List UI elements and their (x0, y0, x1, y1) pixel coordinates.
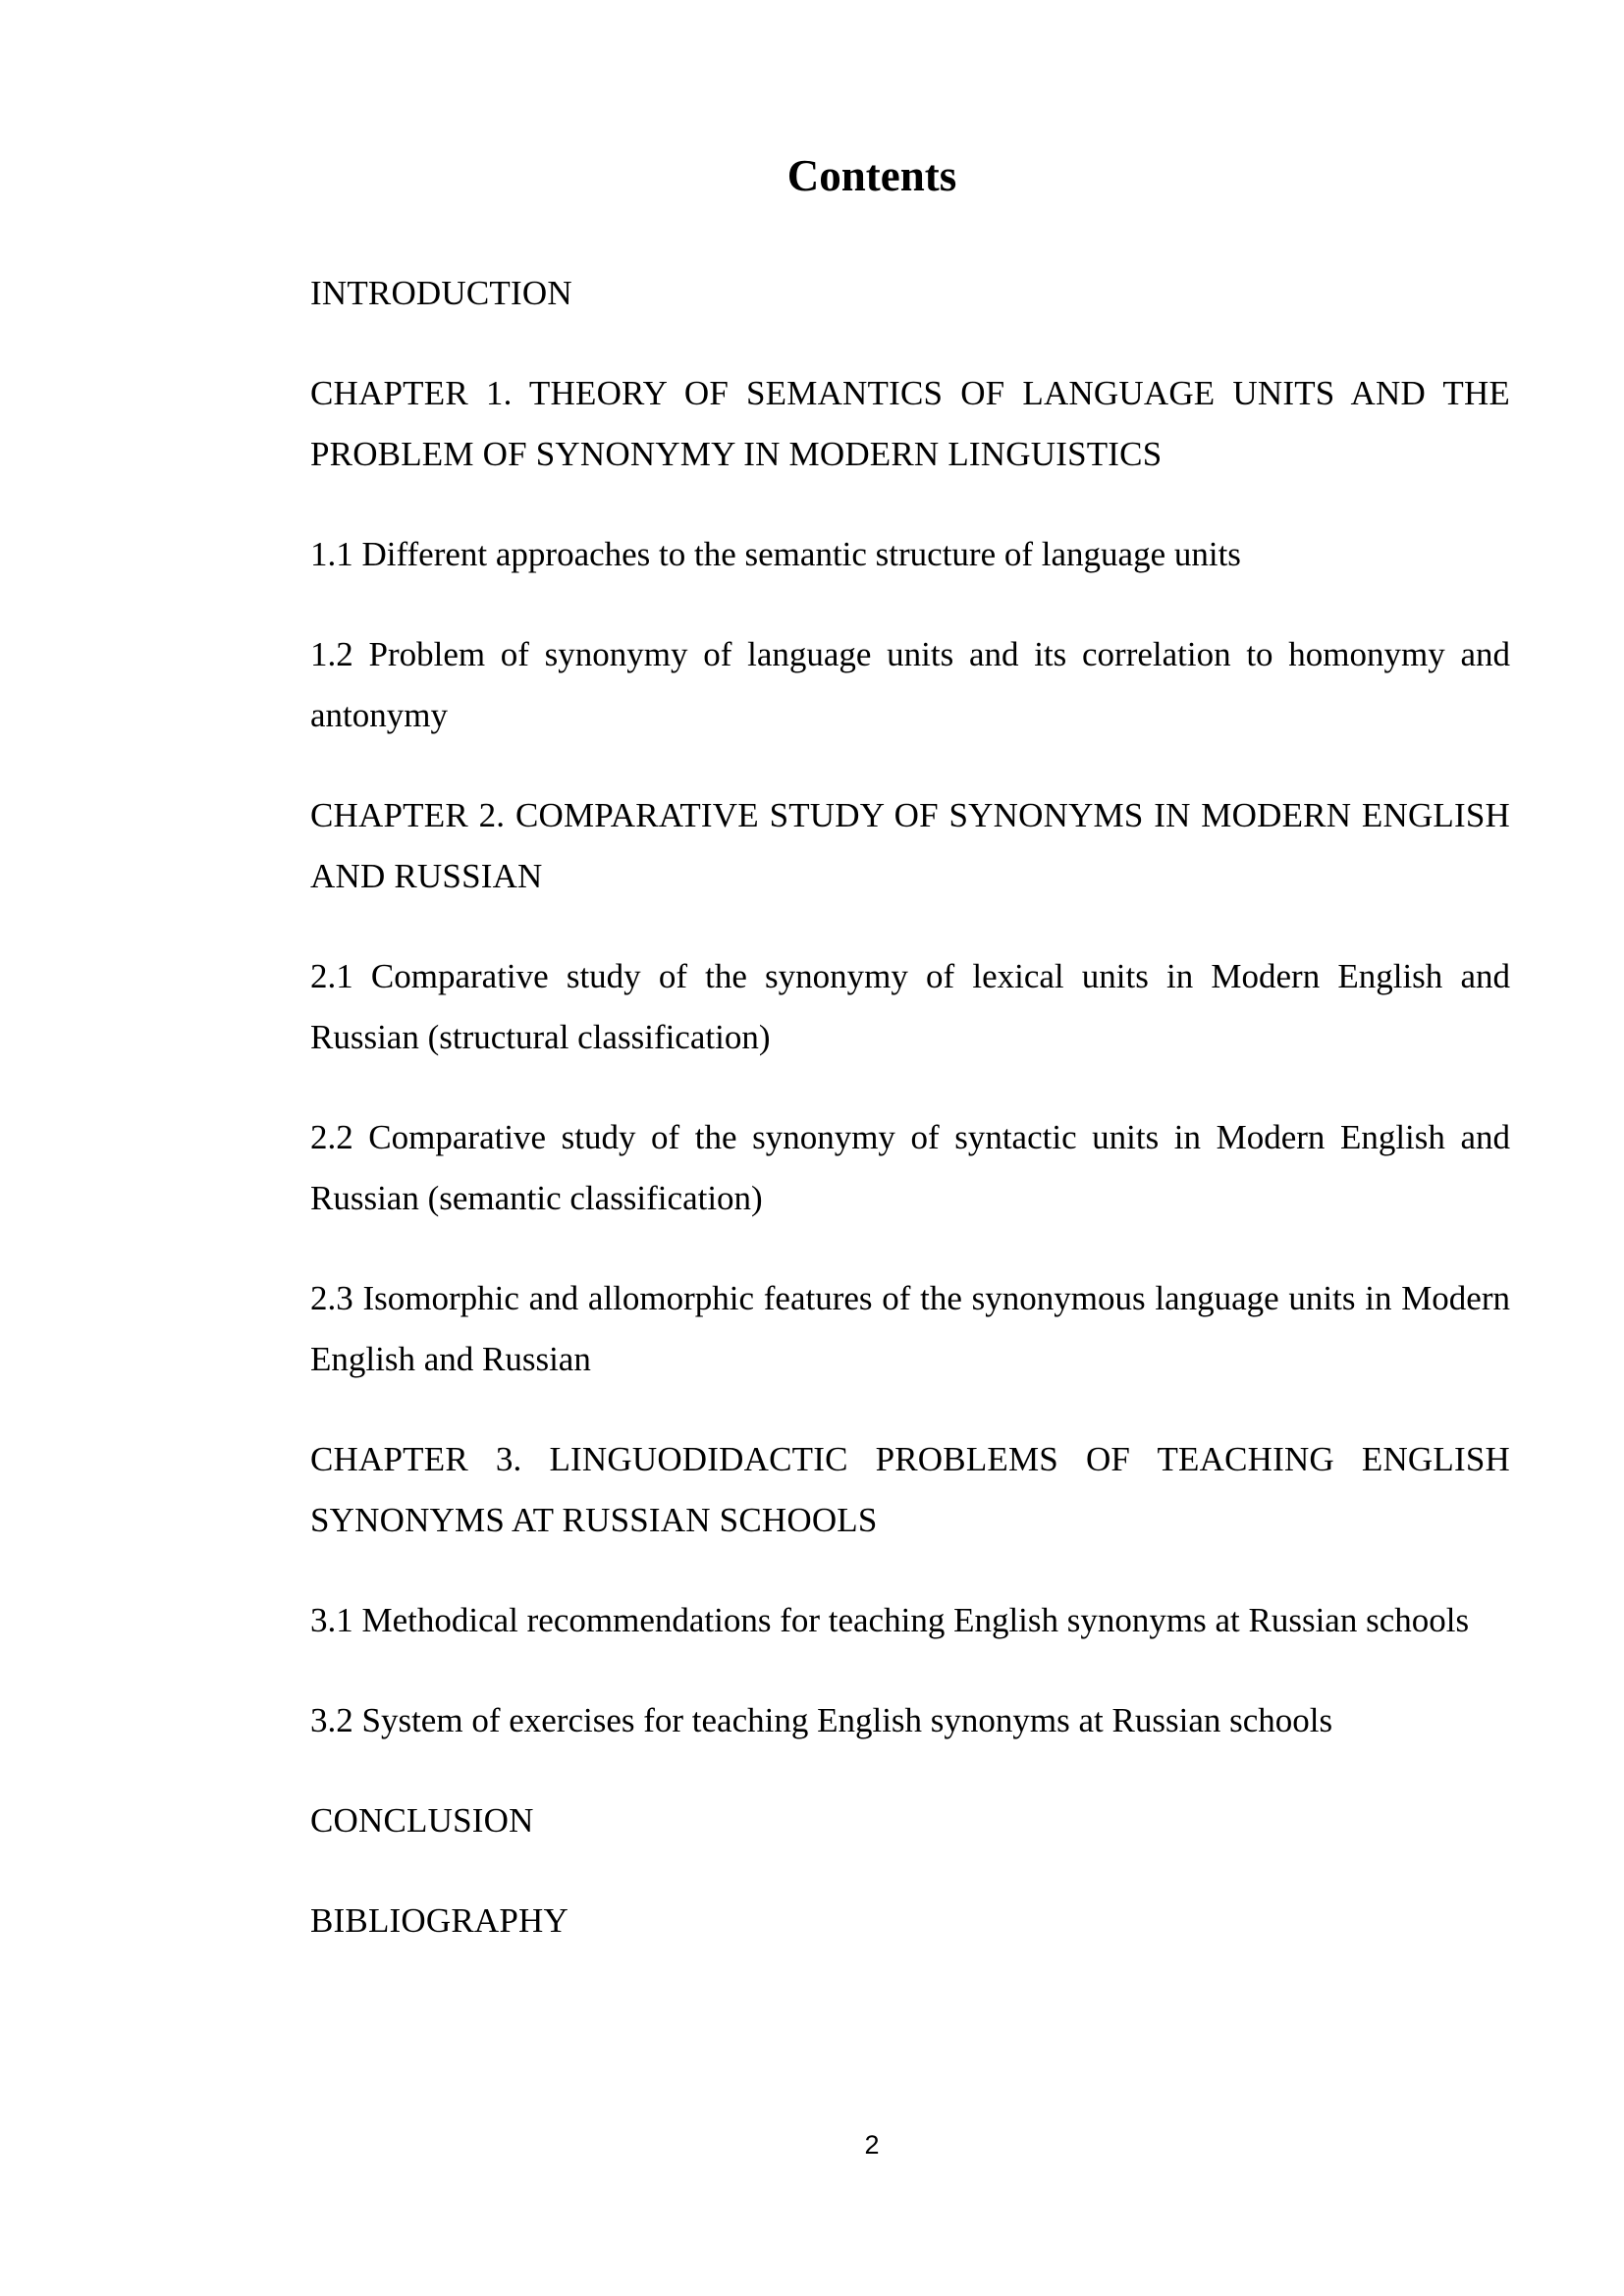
toc-item-introduction: INTRODUCTION (310, 274, 572, 312)
toc-item-2-1: 2.1 Comparative study of the synonymy of lexical units in Modern English and Russian (structural classification) (310, 957, 1510, 1056)
toc-item-3-2: 3.2 System of exercises for teaching English synonyms at Russian schools (310, 1701, 1333, 1739)
toc-item-bibliography: BIBLIOGRAPHY (310, 1901, 568, 1940)
toc-item-2-2: 2.2 Comparative study of the synonymy of syntactic units in Modern English and Russian (semantic classification) (310, 1118, 1510, 1217)
toc-item-chapter-1: CHAPTER 1. THEORY OF SEMANTICS OF LANGUAGE UNITS AND THE PROBLEM OF SYNONYMY IN MODERN LINGUISTICS (310, 374, 1510, 473)
table-of-contents (310, 263, 1510, 1991)
toc-item-3-1: 3.1 Methodical recommendations for teaching English synonyms at Russian schools (310, 1601, 1470, 1639)
toc-item-2-3: 2.3 Isomorphic and allomorphic features of the synonymous language units in Modern English and Russian (310, 1279, 1510, 1378)
page-number: 2 (864, 2130, 880, 2160)
toc-item-1-2: 1.2 Problem of synonymy of language units and its correlation to homonymy and antonymy (310, 635, 1510, 734)
toc-item-1-1: 1.1 Different approaches to the semantic structure of language units (310, 535, 1241, 573)
toc-item-chapter-3: CHAPTER 3. LINGUODIDACTIC PROBLEMS OF TEACHING ENGLISH SYNONYMS AT RUSSIAN SCHOOLS (310, 1440, 1510, 1539)
toc-item-chapter-2: CHAPTER 2. COMPARATIVE STUDY OF SYNONYMS IN MODERN ENGLISH AND RUSSIAN (310, 796, 1510, 895)
toc-item-conclusion: CONCLUSION (310, 1801, 534, 1840)
page-title: Contents (786, 151, 957, 200)
